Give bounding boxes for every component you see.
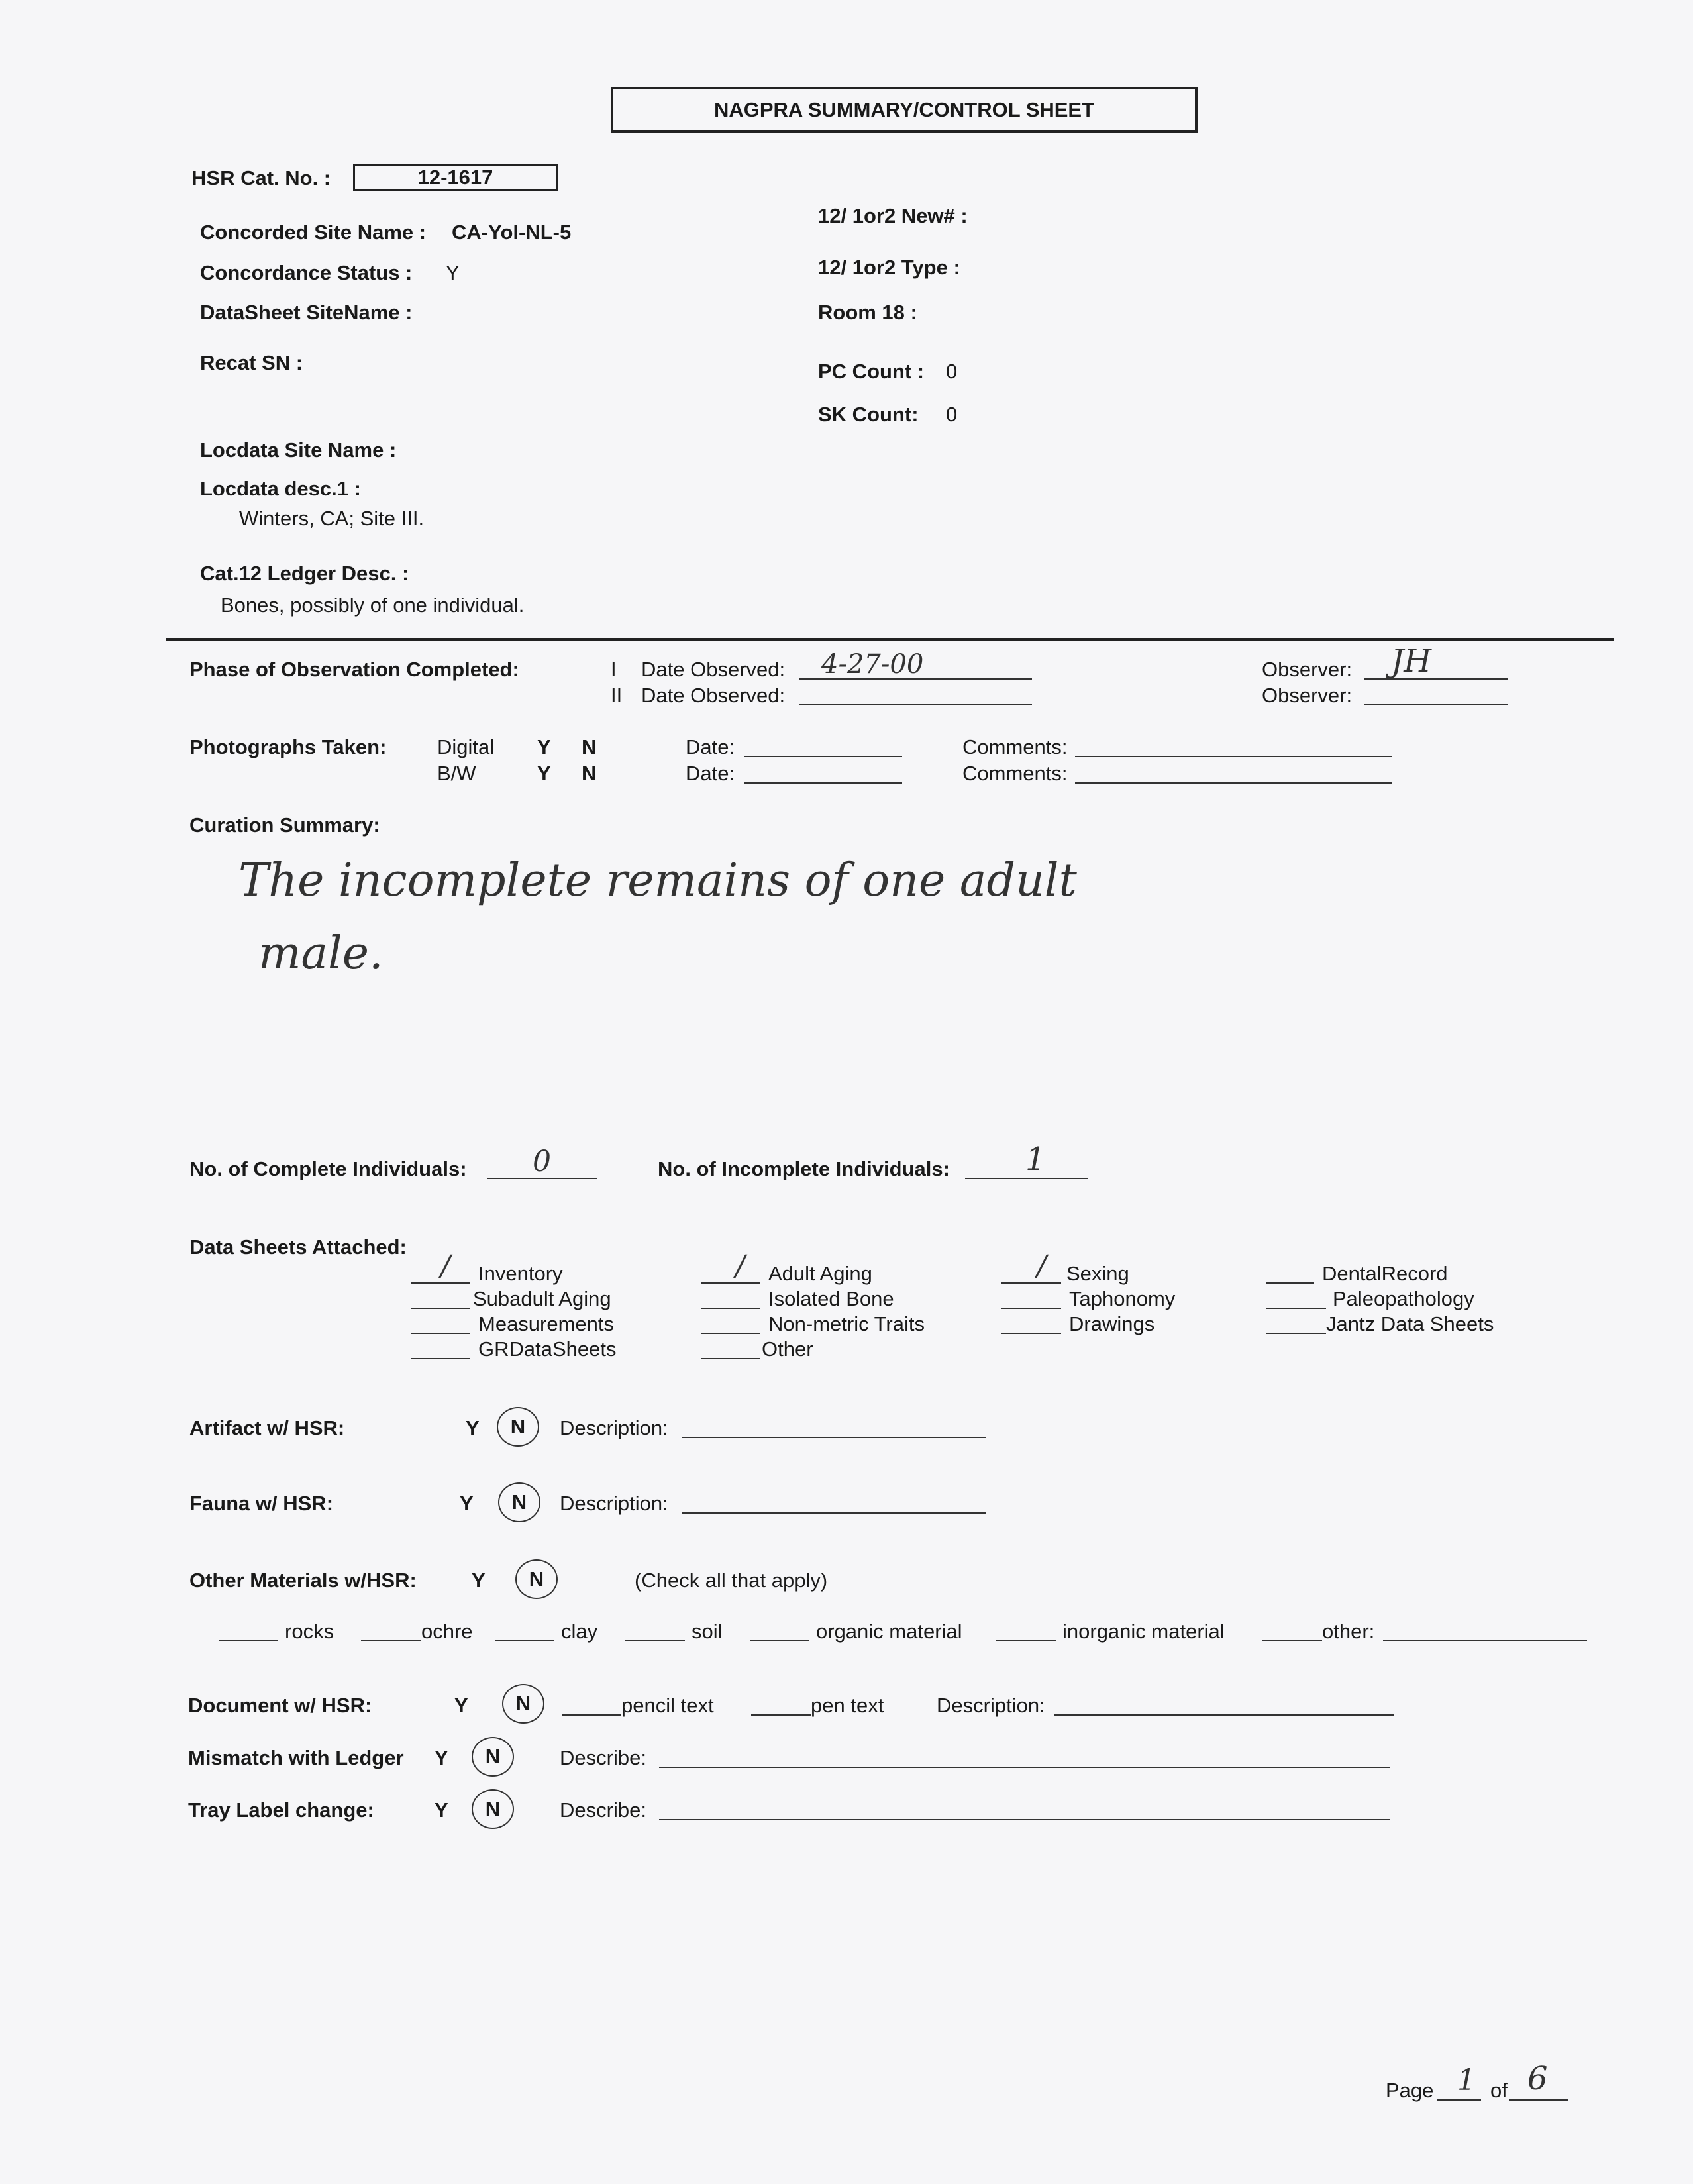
photo-comments-1-label: Comments: — [962, 735, 1068, 758]
incomplete-individuals-label: No. of Incomplete Individuals: — [658, 1157, 950, 1180]
document-pencil-text: pencil text — [621, 1694, 714, 1717]
curation-label: Curation Summary: — [189, 813, 380, 837]
artifact-desc-label: Description: — [560, 1416, 668, 1439]
sk-count-value: 0 — [946, 403, 958, 426]
fauna-desc-label: Description: — [560, 1492, 668, 1515]
ds-nonmetric-line[interactable] — [701, 1333, 760, 1334]
om-inorganic-material: inorganic material — [1062, 1620, 1225, 1643]
photo-comments-2-label: Comments: — [962, 762, 1068, 785]
om-clay-line[interactable] — [495, 1640, 554, 1641]
om-organic-material: organic material — [816, 1620, 962, 1643]
ds-paleopathology: Paleopathology — [1333, 1287, 1474, 1310]
om-soil-line[interactable] — [625, 1640, 685, 1641]
page-of-label: of — [1490, 2079, 1508, 2102]
ds-sexing: Sexing — [1066, 1262, 1129, 1285]
photo-bw-label: B/W — [437, 762, 476, 785]
om-other-line[interactable] — [1262, 1640, 1322, 1641]
tray-desc-line[interactable] — [659, 1819, 1390, 1820]
ds-sexing-mark: / — [1037, 1249, 1047, 1283]
tray-desc-label: Describe: — [560, 1798, 646, 1822]
page-num-line — [1437, 2099, 1481, 2101]
observer-2-line[interactable] — [1364, 704, 1508, 705]
document-y[interactable]: Y — [454, 1694, 468, 1717]
photo-date-2-label: Date: — [686, 762, 735, 785]
concordance-status-label: Concordance Status : — [200, 261, 413, 284]
ds-adult-aging-mark: / — [735, 1249, 745, 1283]
ds-taphonomy-line[interactable] — [1001, 1308, 1061, 1309]
ds-grdatasheets-line[interactable] — [411, 1358, 470, 1359]
om-other-desc-line[interactable] — [1383, 1640, 1587, 1641]
photo-bw-y[interactable]: Y — [537, 762, 551, 785]
photo-comments-1-line[interactable] — [1075, 756, 1392, 757]
photo-comments-2-line[interactable] — [1075, 782, 1392, 784]
concordance-status-value: Y — [446, 261, 460, 284]
photos-label: Photographs Taken: — [189, 735, 387, 758]
ds-taphonomy: Taphonomy — [1069, 1287, 1176, 1310]
pc-count-value: 0 — [946, 360, 958, 383]
photo-digital-n[interactable]: N — [582, 735, 597, 758]
new-no-label: 12/ 1or2 New# : — [818, 204, 968, 227]
om-soil: soil — [692, 1620, 723, 1643]
phase-label: Phase of Observation Completed: — [189, 658, 519, 681]
date-observed-2-line[interactable] — [799, 704, 1032, 705]
other-materials-note: (Check all that apply) — [635, 1569, 828, 1592]
om-organic-line[interactable] — [750, 1640, 809, 1641]
photo-bw-n[interactable]: N — [582, 762, 597, 785]
other-materials-y[interactable]: Y — [472, 1569, 486, 1592]
form-title: NAGPRA SUMMARY/CONTROL SHEET — [611, 87, 1198, 133]
ds-adult-aging-line[interactable] — [701, 1282, 760, 1284]
fauna-label: Fauna w/ HSR: — [189, 1492, 334, 1515]
om-inorganic-line[interactable] — [996, 1640, 1056, 1641]
locdata-desc-label: Locdata desc.1 : — [200, 477, 361, 500]
incomplete-individuals-value: 1 — [1025, 1141, 1046, 1178]
mismatch-label: Mismatch with Ledger — [188, 1746, 404, 1769]
curation-text-line2: male. — [258, 927, 384, 980]
observer-1-line[interactable] — [1364, 678, 1508, 680]
hsr-cat-label: HSR Cat. No. : — [191, 166, 331, 189]
complete-individuals-value: 0 — [533, 1145, 551, 1178]
photo-date-2-line[interactable] — [744, 782, 902, 784]
om-ochre: ochre — [421, 1620, 473, 1643]
artifact-n-circled[interactable]: N — [497, 1407, 539, 1447]
tray-n-circled[interactable]: N — [472, 1789, 514, 1829]
fauna-desc-line[interactable] — [682, 1512, 986, 1514]
observer-1-value: JH — [1391, 643, 1432, 680]
page-num: 1 — [1457, 2063, 1476, 2097]
phase-row1-num: I — [611, 658, 617, 681]
om-rocks-line[interactable] — [219, 1640, 278, 1641]
document-pen-line[interactable] — [751, 1714, 811, 1716]
ds-measurements-line[interactable] — [411, 1333, 470, 1334]
document-desc-label: Description: — [937, 1694, 1045, 1717]
hsr-cat-value: 12-1617 — [353, 164, 558, 191]
sk-count-label: SK Count: — [818, 403, 919, 426]
ds-subadult-aging: Subadult Aging — [473, 1287, 611, 1310]
photo-digital-label: Digital — [437, 735, 495, 758]
date-observed-1-label: Date Observed: — [641, 658, 786, 681]
locdata-site-name-label: Locdata Site Name : — [200, 439, 397, 462]
room18-label: Room 18 : — [818, 301, 917, 324]
observer-2-label: Observer: — [1262, 684, 1353, 707]
mismatch-desc-label: Describe: — [560, 1746, 646, 1769]
page-total-line — [1509, 2099, 1568, 2101]
page-label: Page — [1386, 2079, 1434, 2102]
complete-individuals-label: No. of Complete Individuals: — [189, 1157, 467, 1180]
om-other: other: — [1322, 1620, 1375, 1643]
type-label: 12/ 1or2 Type : — [818, 256, 960, 279]
ds-jantz-data-sheets: Jantz Data Sheets — [1326, 1312, 1494, 1335]
ds-other: Other — [762, 1337, 813, 1361]
ledger-desc-value: Bones, possibly of one individual. — [221, 594, 525, 617]
ds-drawings-line[interactable] — [1001, 1333, 1061, 1334]
ds-jantz-line[interactable] — [1266, 1333, 1326, 1334]
fauna-n-circled[interactable]: N — [498, 1482, 540, 1522]
ds-other-line[interactable] — [701, 1358, 760, 1359]
recat-sn-label: Recat SN : — [200, 351, 303, 374]
ds-sexing-line[interactable] — [1001, 1282, 1061, 1284]
ds-isolated-bone-line[interactable] — [701, 1308, 760, 1309]
ds-measurements: Measurements — [478, 1312, 615, 1335]
concorded-site-value: CA-Yol-NL-5 — [452, 221, 572, 244]
artifact-y[interactable]: Y — [466, 1416, 480, 1439]
date-observed-1-value: 4-27-00 — [821, 649, 924, 680]
artifact-desc-line[interactable] — [682, 1437, 986, 1438]
document-pencil-line[interactable] — [562, 1714, 621, 1716]
ds-adult-aging: Adult Aging — [768, 1262, 872, 1285]
date-observed-2-label: Date Observed: — [641, 684, 786, 707]
document-label: Document w/ HSR: — [188, 1694, 372, 1717]
ds-dental-record: DentalRecord — [1322, 1262, 1448, 1285]
photo-date-1-label: Date: — [686, 735, 735, 758]
ds-grdatasheets: GRDataSheets — [478, 1337, 617, 1361]
pc-count-label: PC Count : — [818, 360, 925, 383]
ds-nonmetric-traits: Non-metric Traits — [768, 1312, 925, 1335]
mismatch-y[interactable]: Y — [435, 1746, 448, 1769]
fauna-y[interactable]: Y — [460, 1492, 474, 1515]
ds-inventory-mark: / — [440, 1249, 450, 1283]
ds-isolated-bone: Isolated Bone — [768, 1287, 894, 1310]
datasheet-sitename-label: DataSheet SiteName : — [200, 301, 413, 324]
document-n-circled[interactable]: N — [502, 1684, 544, 1724]
observer-1-label: Observer: — [1262, 658, 1353, 681]
phase-row2-num: II — [611, 684, 623, 707]
om-ochre-line[interactable] — [361, 1640, 421, 1641]
om-clay: clay — [561, 1620, 598, 1643]
artifact-label: Artifact w/ HSR: — [189, 1416, 345, 1439]
ds-paleopathology-line[interactable] — [1266, 1308, 1326, 1309]
curation-text-line1: The incomplete remains of one adult — [238, 855, 1077, 907]
photo-date-1-line[interactable] — [744, 756, 902, 757]
mismatch-desc-line[interactable] — [659, 1767, 1390, 1768]
ds-subadult-line[interactable] — [411, 1308, 470, 1309]
ledger-desc-label: Cat.12 Ledger Desc. : — [200, 562, 409, 585]
photo-digital-y[interactable]: Y — [537, 735, 551, 758]
locdata-desc-value: Winters, CA; Site III. — [239, 507, 425, 530]
mismatch-n-circled[interactable]: N — [472, 1737, 514, 1777]
om-rocks: rocks — [285, 1620, 334, 1643]
page-total: 6 — [1527, 2060, 1548, 2097]
incomplete-individuals-line[interactable] — [965, 1178, 1088, 1179]
tray-y[interactable]: Y — [435, 1798, 448, 1822]
section-divider — [166, 638, 1614, 641]
ds-drawings: Drawings — [1069, 1312, 1155, 1335]
tray-label: Tray Label change: — [188, 1798, 374, 1822]
concorded-site-label: Concorded Site Name : — [200, 221, 427, 244]
document-pen-text: pen text — [811, 1694, 884, 1717]
ds-inventory: Inventory — [478, 1262, 563, 1285]
other-materials-label: Other Materials w/HSR: — [189, 1569, 417, 1592]
ds-dental-line[interactable] — [1266, 1282, 1314, 1284]
document-desc-line[interactable] — [1054, 1714, 1394, 1716]
other-materials-n-circled[interactable]: N — [515, 1559, 558, 1599]
datasheets-label: Data Sheets Attached: — [189, 1235, 407, 1259]
